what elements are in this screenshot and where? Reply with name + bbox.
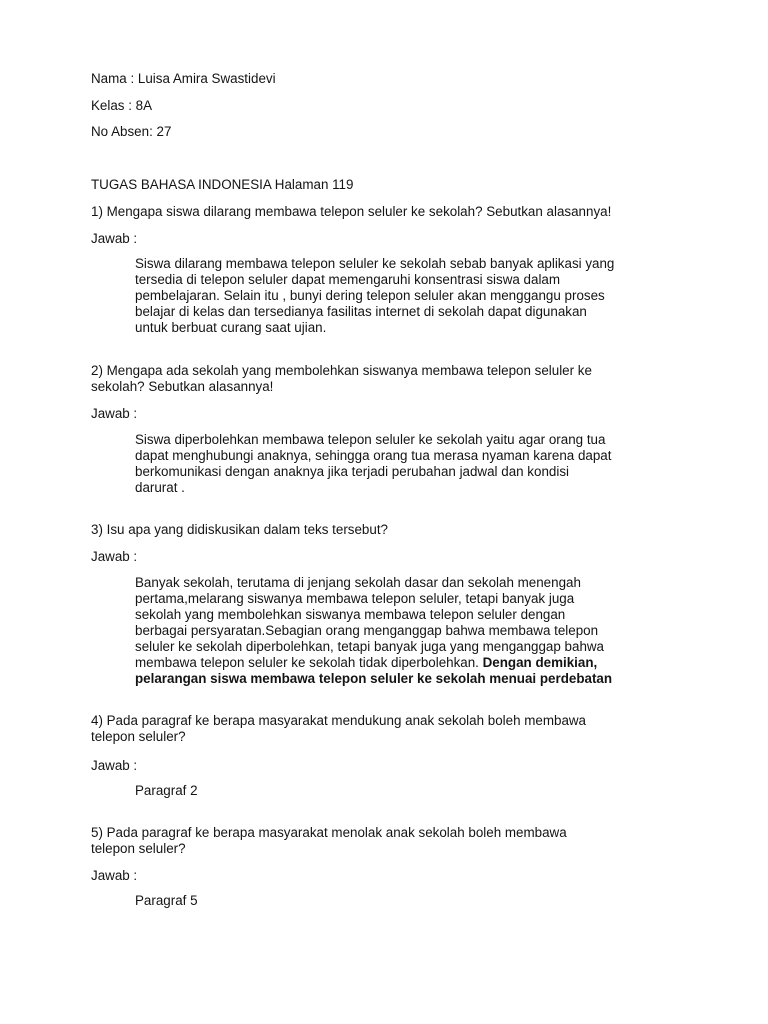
- answer-text: membawa telepon seluler ke sekolah tidak diperbolehkan.: [135, 655, 483, 670]
- answer-line: seluler ke sekolah diperbolehkan, tetapi banyak juga yang menganggap bahwa: [135, 639, 605, 654]
- question-4: [91, 713, 586, 745]
- answer-line: sekolah yang membolehkan siswanya membawa telepon seluler dengan: [135, 607, 566, 622]
- answer-line: pertama,melarang siswanya membawa telepon seluler, tetapi banyak juga: [135, 591, 575, 606]
- answer-line: Paragraf 5: [135, 893, 198, 908]
- question-line: 4) Pada paragraf ke berapa masyarakat mendukung anak sekolah boleh membawa: [91, 713, 587, 728]
- answer-line: tersedia di telepon seluler dapat memengaruhi konsentrasi siswa dalam: [135, 272, 561, 287]
- jawab-label-3: Jawab :: [91, 549, 138, 564]
- question-line: 5) Pada paragraf ke berapa masyarakat menolak anak sekolah boleh membawa: [91, 825, 567, 840]
- jawab-label-5: Jawab :: [91, 868, 138, 883]
- assignment-title: TUGAS BAHASA INDONESIA Halaman 119: [91, 177, 354, 192]
- answer-line: belajar di kelas dan tersedianya fasilitas internet di sekolah dapat digunakan: [135, 304, 587, 319]
- jawab-label-4: Jawab :: [91, 758, 138, 773]
- question-5: [91, 825, 567, 857]
- answer-line: untuk berbuat curang saat ujian.: [135, 320, 327, 335]
- answer-line: dapat menghubungi anaknya, sehingga orang tua merasa nyaman karena dapat: [135, 448, 612, 463]
- student-class: Kelas : 8A: [91, 98, 153, 113]
- answer-line: Siswa dilarang membawa telepon seluler ke sekolah sebab banyak aplikasi yang: [135, 256, 615, 271]
- question-1: 1) Mengapa siswa dilarang membawa telepon seluler ke sekolah? Sebutkan alasannya!: [91, 204, 612, 219]
- answer-line: berkomunikasi dengan anaknya jika terjadi perubahan jadwal dan kondisi: [135, 464, 569, 479]
- answer-3: [135, 575, 695, 687]
- jawab-label-2: Jawab :: [91, 406, 138, 421]
- question-2: [91, 363, 592, 395]
- question-line: 2) Mengapa ada sekolah yang membolehkan siswanya membawa telepon seluler ke: [91, 363, 592, 378]
- answer-line-mixed: [135, 655, 695, 671]
- answer-line: berbagai persyaratan.Sebagian orang menganggap bahwa membawa telepon: [135, 623, 599, 638]
- answer-1: [135, 256, 695, 336]
- question-line: sekolah? Sebutkan alasannya!: [91, 379, 274, 394]
- answer-4: [135, 783, 695, 799]
- question-line: telepon seluler?: [91, 729, 186, 744]
- answer-5: [135, 893, 695, 909]
- question-line: telepon seluler?: [91, 841, 186, 856]
- question-3: 3) Isu apa yang didiskusikan dalam teks tersebut?: [91, 522, 388, 537]
- answer-line: darurat .: [135, 480, 185, 495]
- student-absen-number: No Absen: 27: [91, 124, 172, 139]
- student-name: Nama : Luisa Amira Swastidevi: [91, 71, 276, 86]
- answer-line: Banyak sekolah, terutama di jenjang sekolah dasar dan sekolah menengah: [135, 575, 581, 590]
- jawab-label-1: Jawab :: [91, 231, 138, 246]
- answer-line: pembelajaran. Selain itu , bunyi dering telepon seluler akan menggangu proses: [135, 288, 605, 303]
- answer-line: Siswa diperbolehkan membawa telepon seluler ke sekolah yaitu agar orang tua: [135, 432, 606, 447]
- answer-bold-text: Dengan demikian,: [482, 655, 598, 670]
- answer-2: [135, 432, 695, 496]
- answer-bold-line: pelarangan siswa membawa telepon seluler ke sekolah menuai perdebatan: [135, 671, 613, 686]
- answer-line: Paragraf 2: [135, 783, 198, 798]
